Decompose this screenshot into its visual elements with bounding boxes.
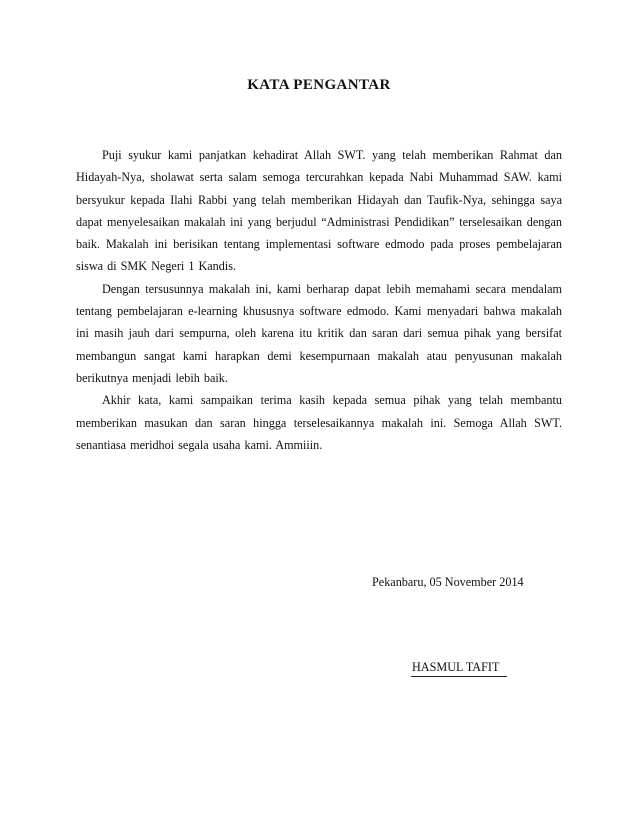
place-date: Pekanbaru, 05 November 2014 bbox=[372, 575, 524, 589]
paragraph-1: Puji syukur kami panjatkan kehadirat Allah SWT. yang telah memberikan Rahmat dan Hidayah-Nya, sholawat serta salam semoga tercurahkan kepada Nabi Muhammad SAW. kami bersyukur kepada Ilahi Rabbi yang telah memberikan Hidayah dan Taufik-Nya, sehingga saya dapat menyelesaikan makalah ini yang berjudul “Administrasi Pendidikan” terselesaikan dengan baik. Makalah ini berisikan tentang implementasi software edmodo pada proses pembelajaran siswa di SMK Negeri 1 Kandis. bbox=[76, 148, 562, 274]
paragraph-2: Dengan tersusunnya makalah ini, kami berharap dapat lebih memahami secara mendalam tentang pembelajaran e-learning khususnya software edmodo. Kami menyadari bahwa makalah ini masih jauh dari sempurna, oleh karena itu kritik dan saran dari semua pihak yang bersifat membangun sangat kami harapkan demi kesempurnaan makalah atau penyusunan makalah berikutnya menjadi lebih baik. bbox=[76, 281, 562, 385]
paragraph-3: Akhir kata, kami sampaikan terima kasih kepada semua pihak yang telah membantu memberikan masukan dan saran hingga terselesaikannya makalah ini. Semoga Allah SWT. senantiasa meridhoi segala usaha kami. Ammiiin. bbox=[76, 393, 562, 452]
page-title: KATA PENGANTAR bbox=[247, 77, 391, 93]
signature-underline bbox=[411, 676, 507, 677]
body-text bbox=[76, 144, 562, 456]
signer-name: HASMUL TAFIT bbox=[412, 660, 500, 674]
